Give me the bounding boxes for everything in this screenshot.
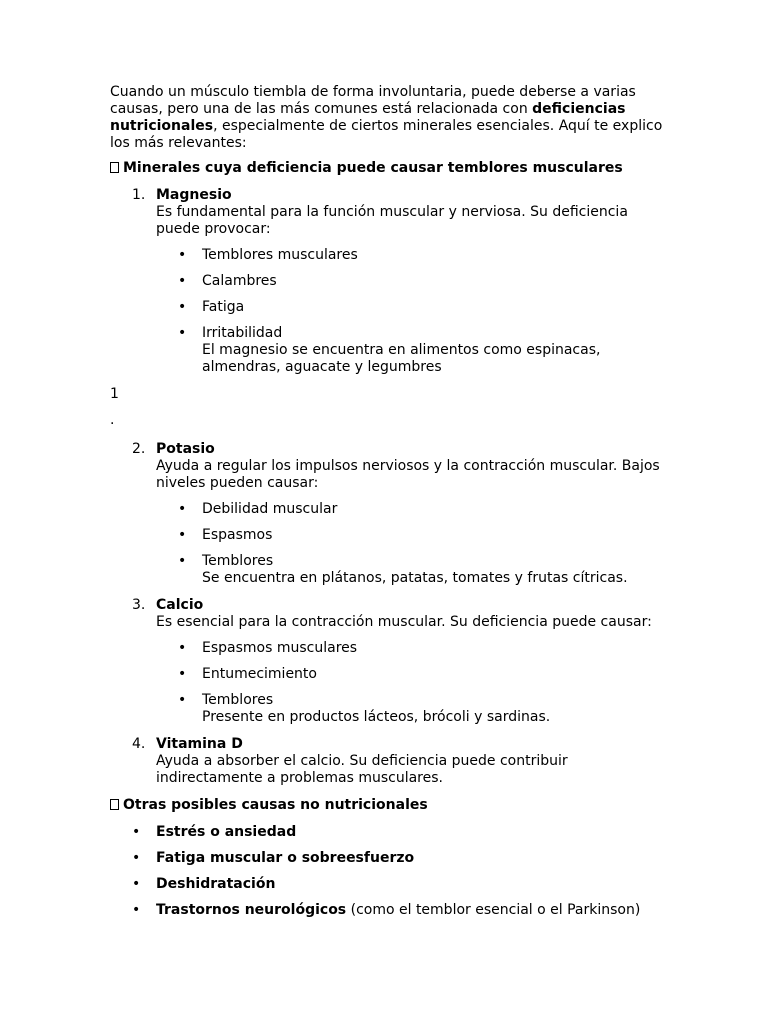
bullet-icon: • bbox=[178, 273, 187, 289]
missing-glyph-icon bbox=[110, 162, 119, 173]
bullet-icon: • bbox=[132, 850, 141, 866]
section-heading-minerals bbox=[110, 160, 670, 177]
item-title: Potasio bbox=[156, 441, 215, 457]
cause-text: Trastornos neurológicos bbox=[156, 902, 347, 918]
minerals-list-continued bbox=[110, 441, 670, 787]
bullet-icon: • bbox=[178, 553, 187, 569]
intro-paragraph bbox=[110, 84, 670, 152]
symptom-text: Espasmos musculares bbox=[202, 640, 358, 656]
list-item bbox=[110, 876, 670, 893]
item-title: Magnesio bbox=[156, 187, 232, 203]
bullet-icon: • bbox=[178, 692, 187, 708]
section-heading-text: Otras posibles causas no nutricionales bbox=[123, 797, 428, 813]
bullet-icon: • bbox=[178, 501, 187, 517]
list-number: 4. bbox=[132, 736, 146, 752]
bullet-icon: • bbox=[178, 640, 187, 656]
food-note: El magnesio se encuentra en alimentos como espinacas, almendras, aguacate y legumbres bbox=[202, 342, 601, 375]
list-item-magnesio bbox=[110, 187, 670, 376]
document-page bbox=[110, 84, 670, 928]
symptom-text: Temblores bbox=[202, 692, 274, 708]
cause-text: Estrés o ansiedad bbox=[156, 824, 297, 840]
bullet-icon: • bbox=[178, 527, 187, 543]
food-note: Presente en productos lácteos, brócoli y sardinas. bbox=[202, 709, 551, 725]
intro-text-1: Cuando un músculo tiembla de forma involuntaria, puede deberse a varias causas, pero una de las más comunes está relacionada con bbox=[110, 84, 636, 117]
bullet-icon: • bbox=[132, 824, 141, 840]
bullet-icon: • bbox=[132, 902, 141, 918]
list-item bbox=[156, 247, 670, 264]
list-item-vitamina-d bbox=[110, 736, 670, 787]
bullet-icon: • bbox=[132, 876, 141, 892]
minerals-list bbox=[110, 187, 670, 376]
food-note: Se encuentra en plátanos, patatas, tomates y frutas cítricas. bbox=[202, 570, 628, 586]
item-description: Ayuda a absorber el calcio. Su deficiencia puede contribuir indirectamente a problemas musculares. bbox=[156, 753, 568, 786]
list-item bbox=[156, 501, 670, 518]
list-number: 3. bbox=[132, 597, 146, 613]
list-item bbox=[110, 824, 670, 841]
symptom-text: Temblores musculares bbox=[202, 247, 358, 263]
cause-text: Deshidratación bbox=[156, 876, 276, 892]
list-item bbox=[156, 692, 670, 726]
item-description: Es esencial para la contracción muscular. Su deficiencia puede causar: bbox=[156, 614, 652, 630]
item-description: Ayuda a regular los impulsos nerviosos y la contracción muscular. Bajos niveles pueden causar: bbox=[156, 458, 660, 491]
item-description: Es fundamental para la función muscular y nerviosa. Su deficiencia puede provocar: bbox=[156, 204, 628, 237]
list-item bbox=[156, 527, 670, 544]
list-number: 1. bbox=[132, 187, 146, 203]
intro-text-2: , especialmente de ciertos minerales esenciales. Aquí te explico los más relevantes: bbox=[110, 118, 663, 151]
list-item bbox=[110, 902, 670, 919]
symptom-list bbox=[156, 501, 670, 587]
bullet-icon: • bbox=[178, 299, 187, 315]
missing-glyph-icon bbox=[110, 799, 119, 810]
item-title: Calcio bbox=[156, 597, 204, 613]
intro-bold-text: deficiencias nutricionales bbox=[110, 101, 626, 134]
bullet-icon: • bbox=[178, 247, 187, 263]
list-item bbox=[156, 640, 670, 657]
list-item bbox=[156, 325, 670, 376]
list-item-calcio bbox=[110, 597, 670, 726]
item-title: Vitamina D bbox=[156, 736, 243, 752]
list-item bbox=[156, 553, 670, 587]
bullet-icon: • bbox=[178, 325, 187, 341]
cause-detail-text: (como el temblor esencial o el Parkinson) bbox=[346, 902, 641, 918]
stray-number: 1 bbox=[110, 386, 119, 402]
symptom-text: Temblores bbox=[202, 553, 274, 569]
stray-dot: . bbox=[110, 412, 115, 428]
symptom-text: Entumecimiento bbox=[202, 666, 317, 682]
list-item-potasio bbox=[110, 441, 670, 587]
symptom-text: Espasmos bbox=[202, 527, 273, 543]
symptom-text: Calambres bbox=[202, 273, 277, 289]
list-item bbox=[110, 850, 670, 867]
symptom-text: Irritabilidad bbox=[202, 325, 283, 341]
other-causes-list bbox=[110, 824, 670, 919]
symptom-text: Debilidad muscular bbox=[202, 501, 338, 517]
list-number: 2. bbox=[132, 441, 146, 457]
list-item bbox=[156, 666, 670, 683]
symptom-text: Fatiga bbox=[202, 299, 245, 315]
symptom-list bbox=[156, 640, 670, 726]
cause-text: Fatiga muscular o sobreesfuerzo bbox=[156, 850, 415, 866]
bullet-icon: • bbox=[178, 666, 187, 682]
section-heading-text: Minerales cuya deficiencia puede causar temblores musculares bbox=[123, 160, 623, 176]
symptom-list bbox=[156, 247, 670, 376]
list-item bbox=[156, 273, 670, 290]
section-heading-other-causes bbox=[110, 797, 670, 814]
list-item bbox=[156, 299, 670, 316]
